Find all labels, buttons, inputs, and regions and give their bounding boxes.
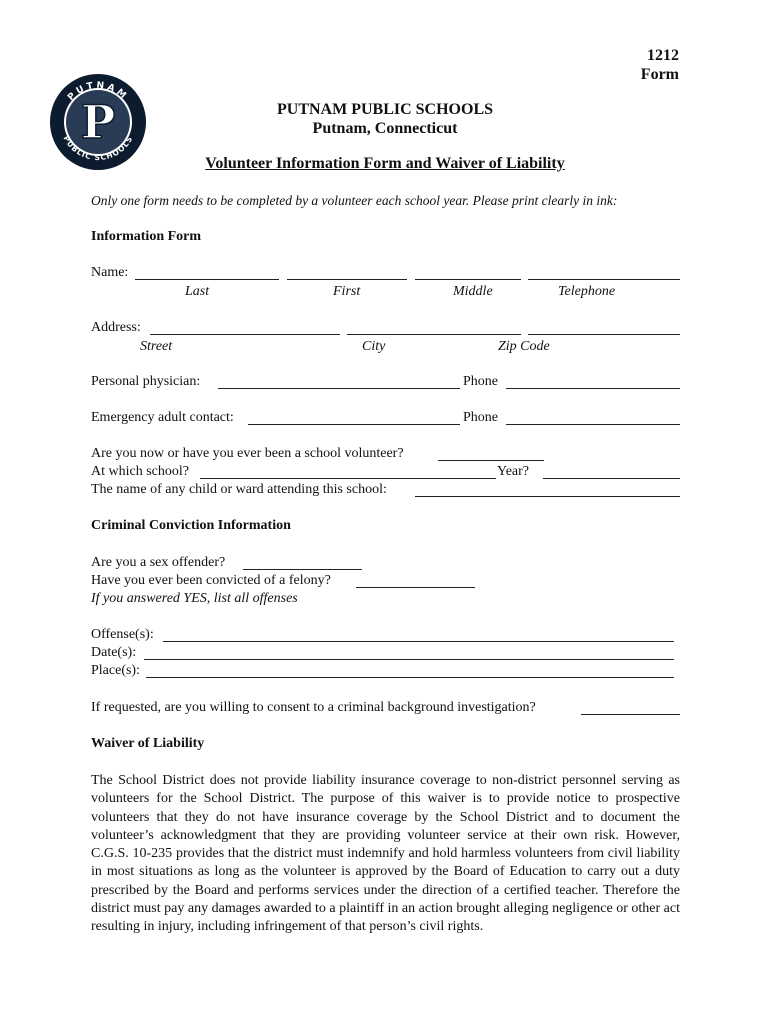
year-field[interactable] [543,478,680,479]
zip-code-sublabel: Zip Code [498,339,550,354]
sex-offender-question: Are you a sex offender? [91,555,226,570]
city-sublabel: City [362,339,386,354]
telephone-field[interactable] [528,279,680,280]
zip-code-field[interactable] [528,334,680,335]
list-offenses-note: If you answered YES, list all offenses [91,591,298,606]
form-word: Form [640,66,679,83]
offenses-label: Offense(s): [91,627,154,642]
middle-name-field[interactable] [415,279,521,280]
emergency-phone-label: Phone [463,410,498,425]
consent-question: If requested, are you willing to consent to a criminal background investigation? [91,700,536,715]
middle-sublabel: Middle [453,284,493,299]
physician-label: Personal physician: [91,374,201,389]
form-title: Volunteer Information Form and Waiver of Liability [205,155,565,172]
address-label: Address: [91,320,141,335]
school-name: PUTNAM PUBLIC SCHOOLS [276,101,494,118]
first-sublabel: First [333,284,361,299]
school-location: Putnam, Connecticut [312,120,458,137]
waiver-heading: Waiver of Liability [91,736,205,751]
physician-field[interactable] [218,388,460,389]
year-label: Year? [497,464,530,479]
physician-phone-label: Phone [463,374,498,389]
first-name-field[interactable] [287,279,407,280]
street-field[interactable] [150,334,340,335]
dates-field[interactable] [144,659,674,660]
logo-text-top: PUTNAM [66,80,130,103]
sex-offender-field[interactable] [243,569,362,570]
volunteer-question: Are you now or have you ever been a school volunteer? [91,446,404,461]
last-sublabel: Last [185,284,210,299]
dates-label: Date(s): [91,645,137,660]
telephone-sublabel: Telephone [558,284,616,299]
emergency-contact-field[interactable] [248,424,460,425]
volunteer-answer-field[interactable] [438,460,544,461]
street-sublabel: Street [140,339,173,354]
felony-field[interactable] [356,587,475,588]
last-name-field[interactable] [135,279,279,280]
instructions: Only one form needs to be completed by a volunteer each school year. Please print clearly in ink: [91,193,618,208]
physician-phone-field[interactable] [506,388,680,389]
child-question: The name of any child or ward attending this school: [91,482,387,497]
emergency-contact-label: Emergency adult contact: [91,410,234,425]
city-field[interactable] [347,334,521,335]
information-heading: Information Form [91,229,202,244]
form-number-block [641,46,679,84]
which-school-question: At which school? [91,464,189,479]
emergency-phone-field[interactable] [506,424,680,425]
offenses-field[interactable] [163,641,674,642]
criminal-heading: Criminal Conviction Information [91,518,291,533]
logo-text-bottom: PUBLIC SCHOOLS [61,134,135,163]
which-school-field[interactable] [200,478,496,479]
child-name-field[interactable] [415,496,680,497]
name-label: Name: [91,265,129,280]
places-field[interactable] [146,677,674,678]
places-label: Place(s): [91,663,140,678]
felony-question: Have you ever been convicted of a felony? [91,573,331,588]
consent-field[interactable] [581,714,680,715]
form-number: 1212 [647,47,679,64]
waiver-text: The School District does not provide liability insurance coverage to non-district personnel serving as volunteers for the School District. The purpose of this waiver is to provide notice to prospective volunteers that they do not have insurance coverage by the School District and to document the volunteer’s acknowledgment that they are providing volunteer service at their own risk. However, C.G.S. 10-235 provides that the district must indemnify and hold harmless volunteers from civil liability in most situations as long as the volunteer is approved by the Board of Education to carry out a duty prescribed by the Board and performs services under the direction of a certified teacher. Therefore the district must pay any damages awarded to a plaintiff in an action brought alleging negligence or other act resulting in injury, including infringement of that person’s civil rights. [91,773,680,935]
logo-letter: P [80,95,116,149]
